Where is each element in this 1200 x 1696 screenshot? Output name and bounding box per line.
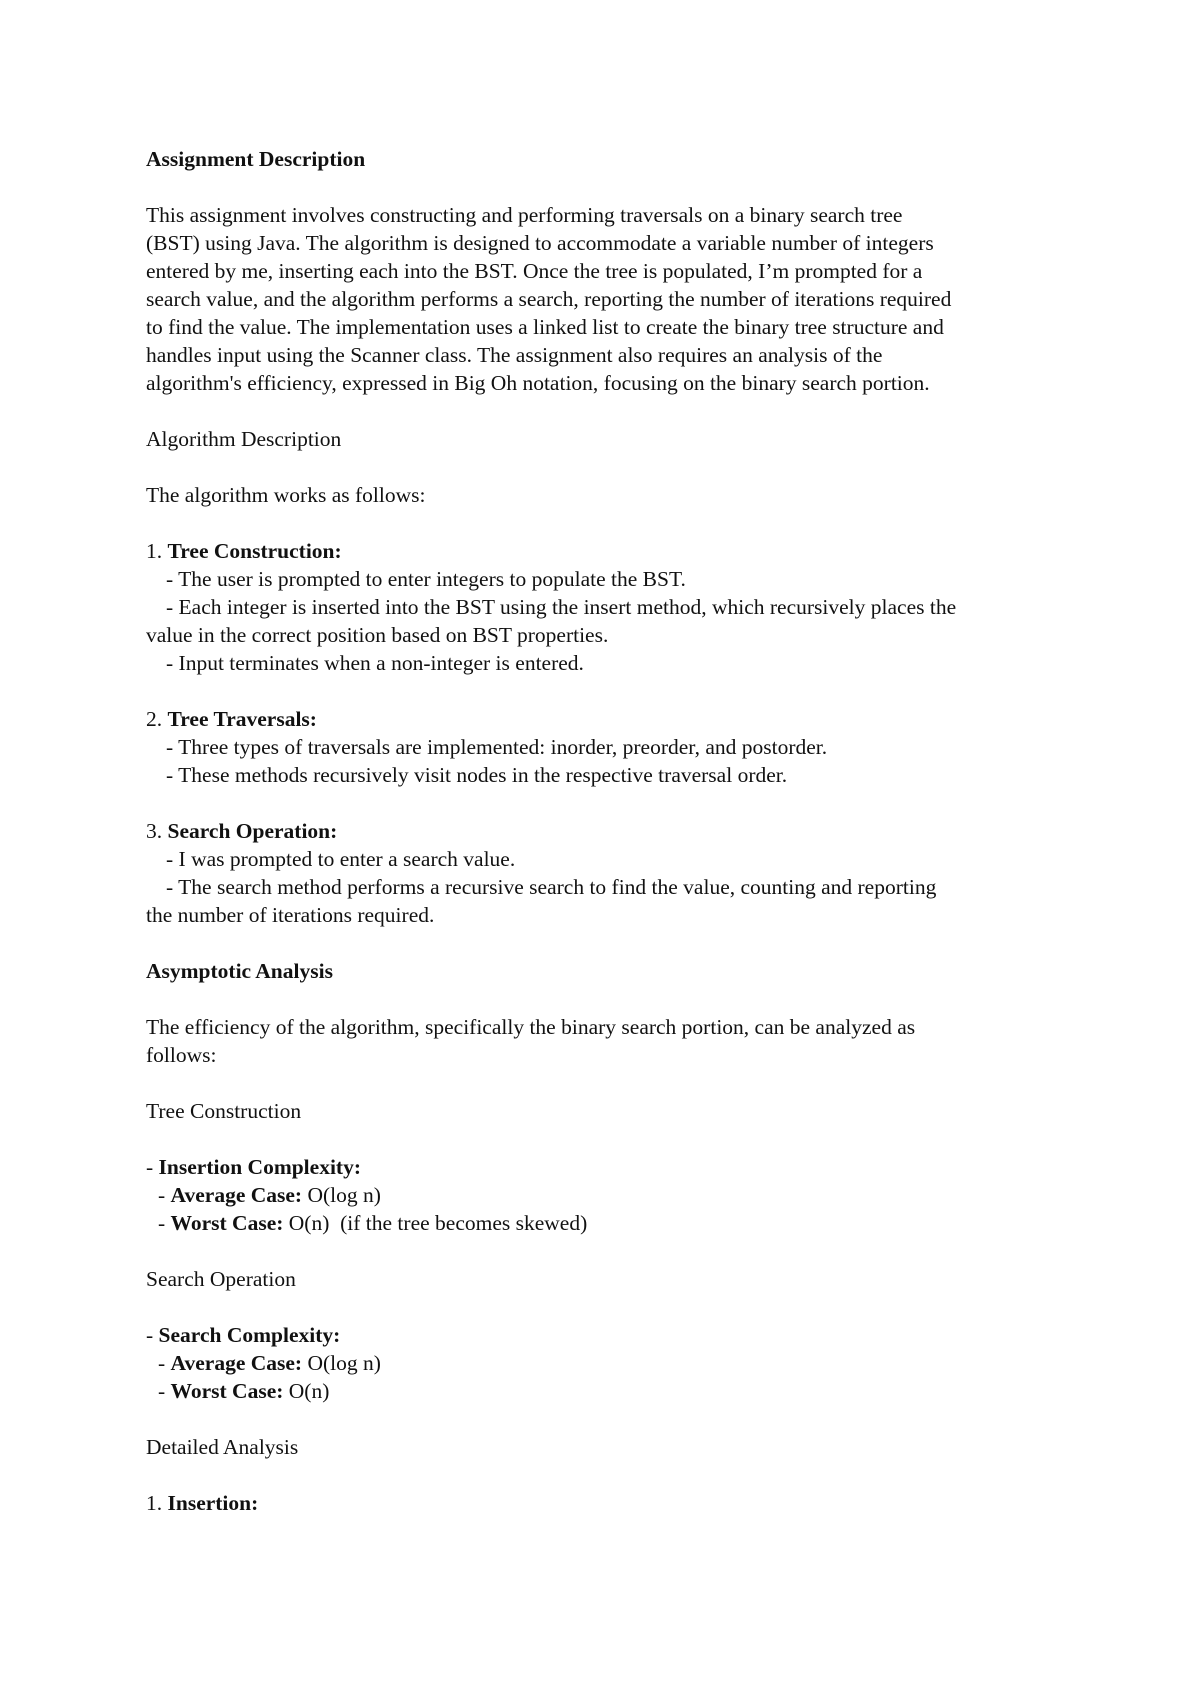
dash: - — [146, 1323, 159, 1347]
asymptotic-line: The efficiency of the algorithm, specifically the binary search portion, can be analyzed as — [146, 1015, 916, 1039]
step-title-line — [146, 705, 1066, 733]
complexity-label: Search Complexity: — [158, 1323, 341, 1347]
step-search-operation — [146, 817, 1066, 929]
heading-algorithm-description: Algorithm Description — [146, 427, 342, 451]
step-line: - Each integer is inserted into the BST using the insert method, which recursively places the — [166, 595, 957, 619]
insertion-complexity-block — [146, 1153, 1066, 1237]
document-page — [146, 145, 1066, 1517]
intro-paragraph — [146, 201, 1066, 397]
step-line: - Three types of traversals are implemented: inorder, preorder, and postorder. — [166, 735, 828, 759]
item-number: 1. — [146, 1491, 163, 1515]
step-title: Tree Traversals: — [167, 707, 317, 731]
heading-tree-construction: Tree Construction — [146, 1099, 302, 1123]
heading-search-operation: Search Operation — [146, 1267, 296, 1291]
step-line: - Input terminates when a non-integer is entered. — [166, 651, 584, 675]
average-case-value: O(log n) — [302, 1351, 381, 1375]
step-title-line — [146, 537, 1066, 565]
intro-line: search value, and the algorithm performs a search, reporting the number of iterations required — [146, 287, 952, 311]
dash: - — [146, 1155, 159, 1179]
detailed-item-line — [146, 1489, 1066, 1517]
average-case-line — [146, 1181, 1066, 1209]
intro-line: (BST) using Java. The algorithm is designed to accommodate a variable number of integers — [146, 231, 934, 255]
algorithm-intro: The algorithm works as follows: — [146, 483, 426, 507]
heading-detailed-analysis: Detailed Analysis — [146, 1435, 299, 1459]
step-line: value in the correct position based on BST properties. — [146, 623, 609, 647]
step-title: Search Operation: — [167, 819, 338, 843]
intro-line: This assignment involves constructing and performing traversals on a binary search tree — [146, 203, 903, 227]
item-title: Insertion: — [167, 1491, 259, 1515]
complexity-label: Insertion Complexity: — [158, 1155, 361, 1179]
intro-line: algorithm's efficiency, expressed in Big Oh notation, focusing on the binary search portion. — [146, 371, 930, 395]
step-title-line — [146, 817, 1066, 845]
intro-line: to find the value. The implementation uses a linked list to create the binary tree structure and — [146, 315, 944, 339]
intro-line: handles input using the Scanner class. The assignment also requires an analysis of the — [146, 343, 883, 367]
dash: - — [158, 1351, 171, 1375]
worst-case-label: Worst Case: — [170, 1379, 284, 1403]
step-line: - The user is prompted to enter integers to populate the BST. — [166, 567, 686, 591]
average-case-label: Average Case: — [170, 1183, 303, 1207]
worst-case-label: Worst Case: — [170, 1211, 284, 1235]
worst-case-line — [146, 1377, 1066, 1405]
step-number: 1. — [146, 539, 163, 563]
step-line: the number of iterations required. — [146, 903, 435, 927]
average-case-value: O(log n) — [302, 1183, 381, 1207]
worst-case-value: O(n) — [283, 1379, 330, 1403]
average-case-line — [146, 1349, 1066, 1377]
complexity-title-line — [146, 1321, 1066, 1349]
asymptotic-paragraph — [146, 1013, 1066, 1069]
step-tree-construction — [146, 537, 1066, 677]
search-complexity-block — [146, 1321, 1066, 1405]
intro-line: entered by me, inserting each into the BST. Once the tree is populated, I’m prompted for a — [146, 259, 923, 283]
step-title: Tree Construction: — [167, 539, 342, 563]
average-case-label: Average Case: — [170, 1351, 303, 1375]
dash: - — [158, 1379, 171, 1403]
asymptotic-line: follows: — [146, 1043, 217, 1067]
step-line: - These methods recursively visit nodes in the respective traversal order. — [166, 763, 788, 787]
step-line: - I was prompted to enter a search value. — [166, 847, 516, 871]
dash: - — [158, 1183, 171, 1207]
step-number: 3. — [146, 819, 163, 843]
step-number: 2. — [146, 707, 163, 731]
step-line: - The search method performs a recursive search to find the value, counting and reporting — [166, 875, 937, 899]
complexity-title-line — [146, 1153, 1066, 1181]
dash: - — [158, 1211, 171, 1235]
heading-asymptotic-analysis: Asymptotic Analysis — [146, 959, 333, 983]
worst-case-line — [146, 1209, 1066, 1237]
step-tree-traversals — [146, 705, 1066, 789]
worst-case-value: O(n) (if the tree becomes skewed) — [283, 1211, 588, 1235]
heading-assignment-description: Assignment Description — [146, 147, 366, 171]
